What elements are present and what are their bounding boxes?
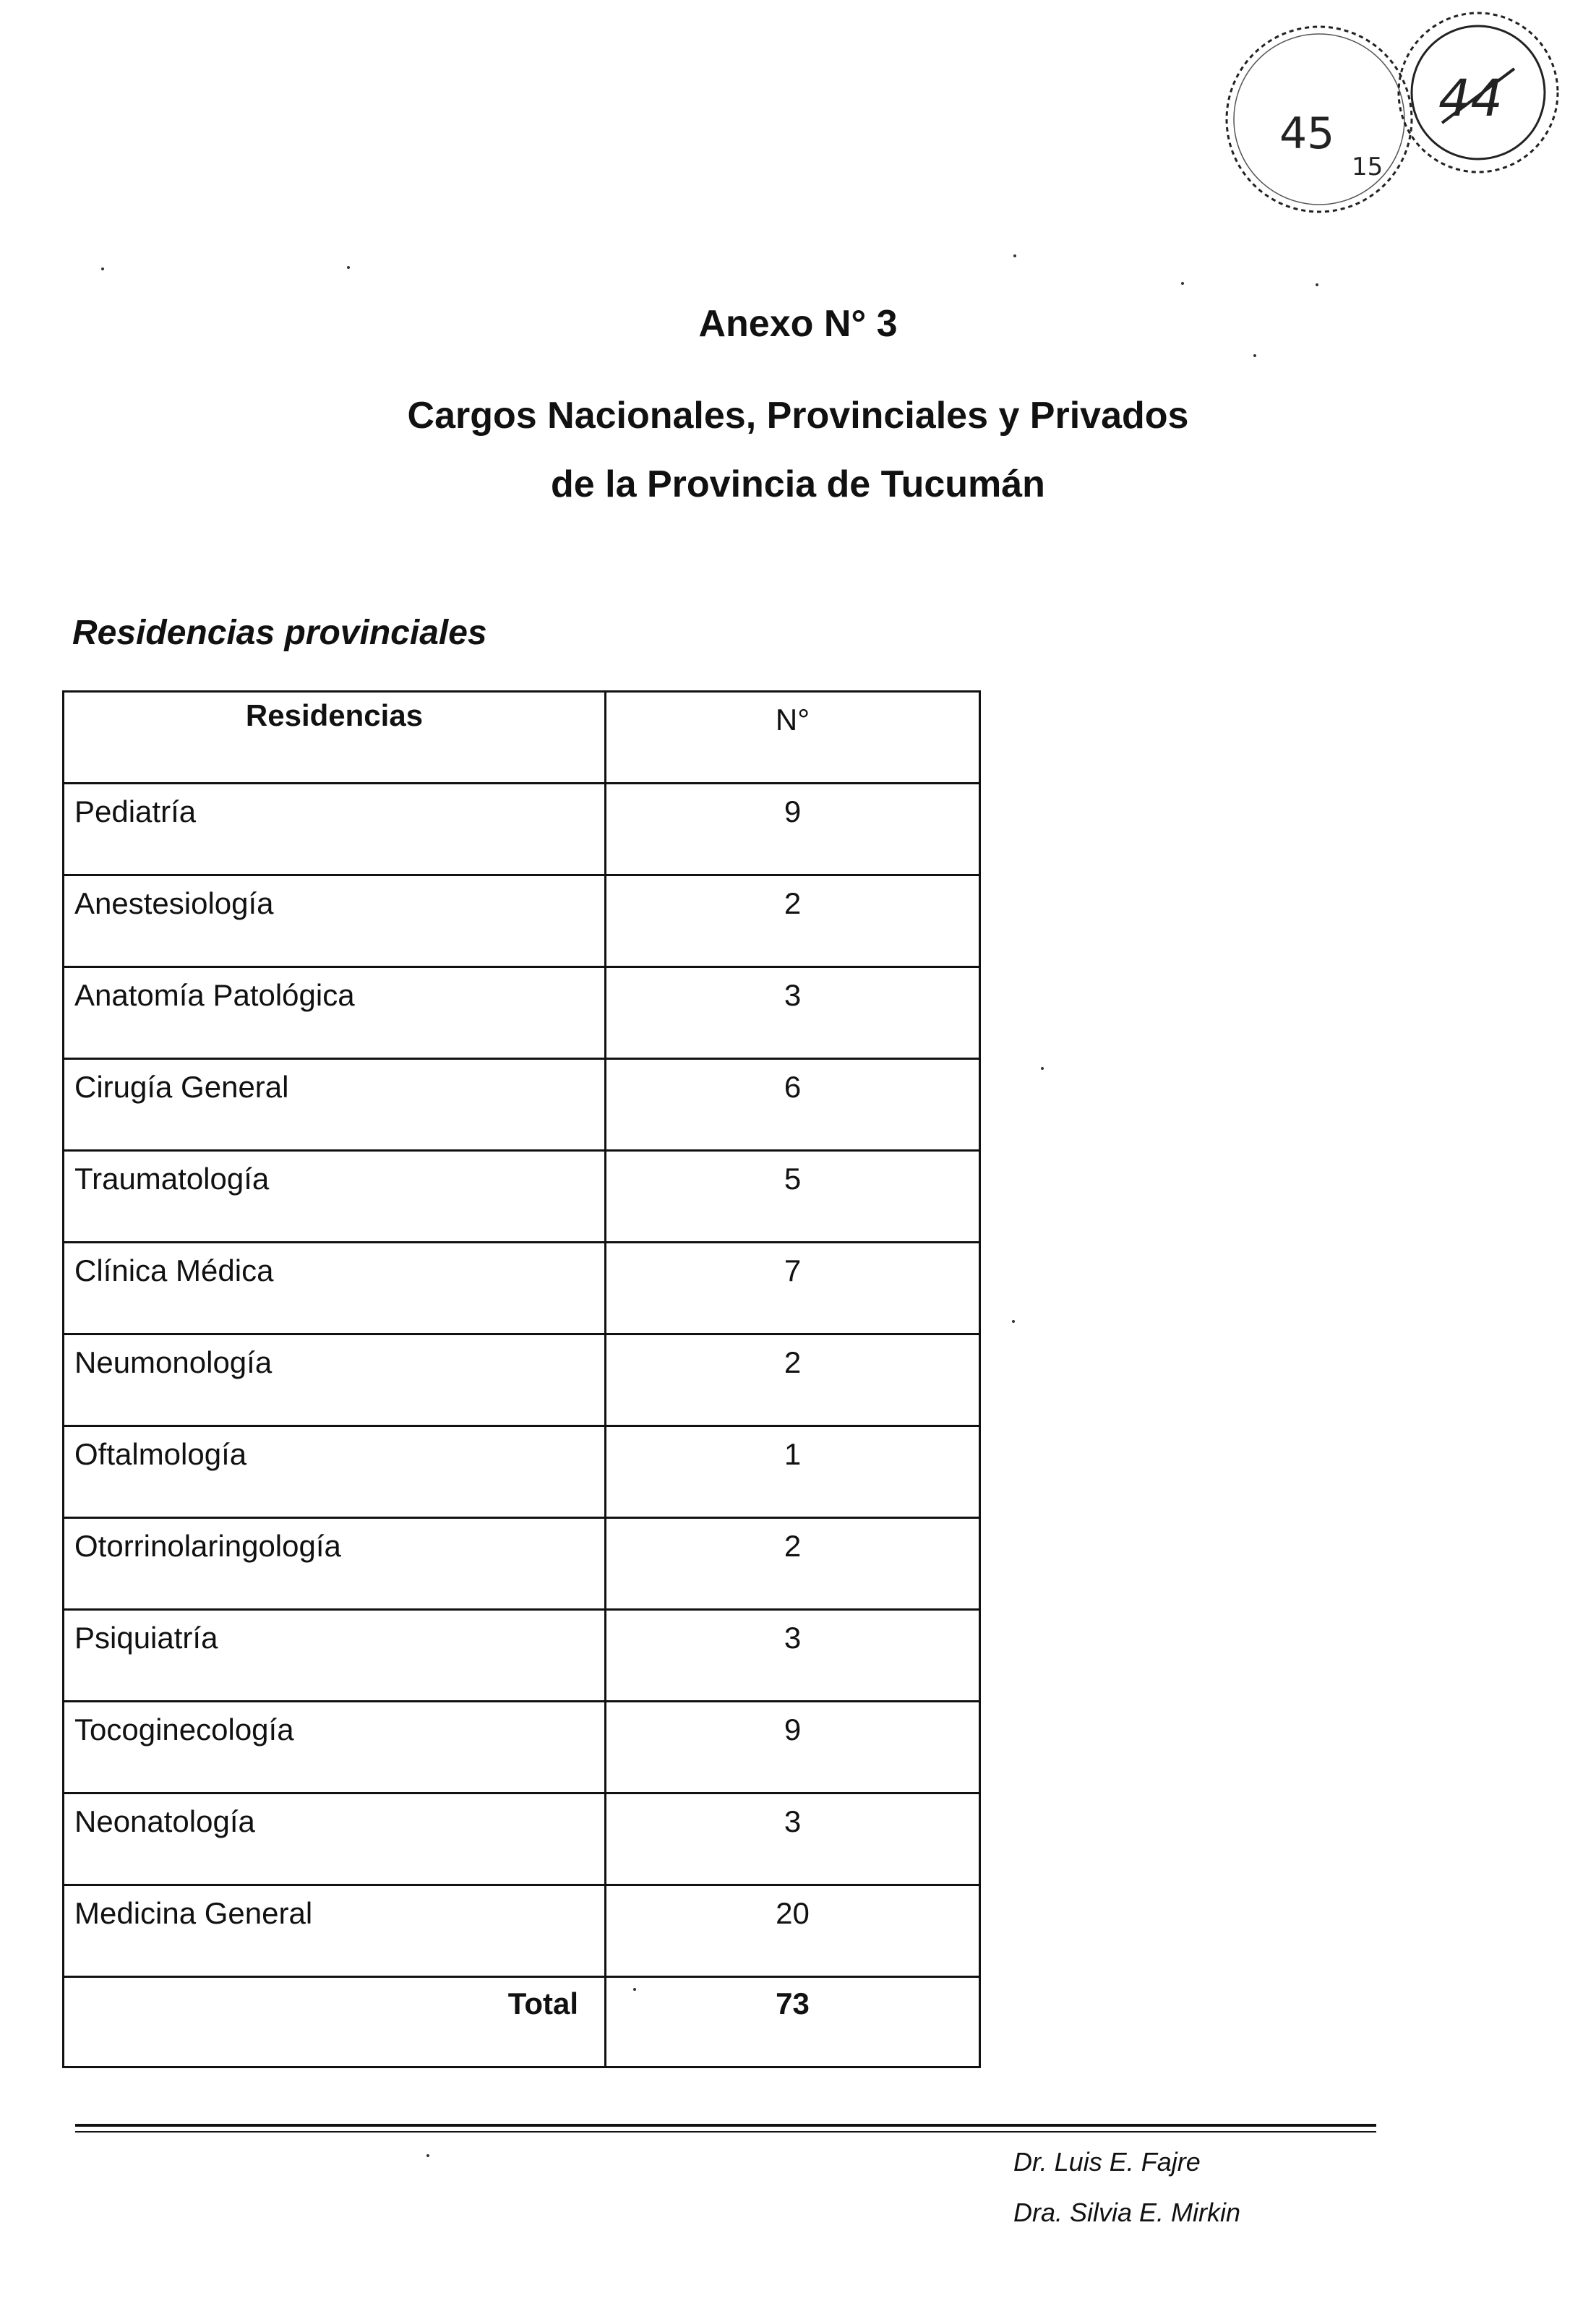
- table-row: [64, 1151, 980, 1243]
- residency-count: 20: [606, 1885, 980, 1977]
- residency-name: Traumatología: [64, 1151, 606, 1243]
- table-row: [64, 1885, 980, 1977]
- residency-count: 1: [606, 1426, 980, 1518]
- table-row: [64, 1702, 980, 1793]
- residency-name: Psiquiatría: [64, 1610, 606, 1702]
- scan-speck: [1041, 1067, 1044, 1070]
- stamp-handwritten-number: 45: [1279, 108, 1335, 159]
- residency-name: Clínica Médica: [64, 1243, 606, 1334]
- column-header-number: N°: [606, 692, 980, 784]
- residency-count: 9: [606, 784, 980, 875]
- scan-speck: [1181, 282, 1184, 285]
- residency-name: Neumonología: [64, 1334, 606, 1426]
- title-line-1: Cargos Nacionales, Provinciales y Privados: [407, 395, 1189, 437]
- residency-count: 2: [606, 875, 980, 967]
- table-header-row: [64, 692, 980, 784]
- residency-name: Medicina General: [64, 1885, 606, 1977]
- residencies-table: [62, 690, 981, 2068]
- stamp-graphics: [1193, 7, 1596, 224]
- table-row: [64, 1610, 980, 1702]
- table-row: [64, 875, 980, 967]
- table-total-row: [64, 1977, 980, 2067]
- scan-speck: [1012, 1320, 1015, 1323]
- table-row: [64, 1334, 980, 1426]
- residency-count: 9: [606, 1702, 980, 1793]
- table-row: [64, 1793, 980, 1885]
- scan-speck: [633, 1988, 636, 1991]
- scan-speck: [1316, 283, 1318, 286]
- title-line-2: de la Provincia de Tucumán: [551, 463, 1045, 505]
- table-row: [64, 1518, 980, 1610]
- residency-name: Cirugía General: [64, 1059, 606, 1151]
- residency-name: Tocoginecología: [64, 1702, 606, 1793]
- column-header-residencias: Residencias: [64, 692, 606, 784]
- signatory-2: Dra. Silvia E. Mirkin: [1013, 2198, 1241, 2227]
- residency-name: Otorrinolaringología: [64, 1518, 606, 1610]
- signatory-1: Dr. Luis E. Fajre: [1013, 2147, 1201, 2177]
- annex-heading: Anexo N° 3: [698, 303, 898, 345]
- residency-count: 5: [606, 1151, 980, 1243]
- scan-speck: [1253, 354, 1256, 357]
- total-value: 73: [606, 1977, 980, 2067]
- left-stamp: [1227, 27, 1412, 212]
- residency-count: 6: [606, 1059, 980, 1151]
- scan-speck: [347, 266, 350, 269]
- residency-name: Anestesiología: [64, 875, 606, 967]
- residency-name: Neonatología: [64, 1793, 606, 1885]
- table-row: [64, 784, 980, 875]
- footer-rule-thin: [75, 2131, 1376, 2133]
- table-row: [64, 1059, 980, 1151]
- residency-count: 3: [606, 1793, 980, 1885]
- residency-count: 7: [606, 1243, 980, 1334]
- section-title: Residencias provinciales: [72, 614, 487, 652]
- stamps: [1193, 7, 1596, 224]
- total-label: Total: [64, 1977, 606, 2067]
- scan-speck: [426, 2154, 429, 2157]
- residency-count: 3: [606, 967, 980, 1059]
- stamp-handwritten-number: 44: [1438, 69, 1503, 128]
- residency-name: Anatomía Patológica: [64, 967, 606, 1059]
- stamp-folio-number: 15: [1352, 153, 1383, 181]
- scan-speck: [1013, 254, 1016, 257]
- scan-speck: [101, 267, 104, 270]
- residency-count: 2: [606, 1518, 980, 1610]
- footer-rule: [75, 2124, 1376, 2127]
- table-row: [64, 1243, 980, 1334]
- table-row: [64, 1426, 980, 1518]
- right-stamp: [1399, 13, 1558, 172]
- residency-name: Pediatría: [64, 784, 606, 875]
- residency-name: Oftalmología: [64, 1426, 606, 1518]
- table-row: [64, 967, 980, 1059]
- residency-count: 2: [606, 1334, 980, 1426]
- residency-count: 3: [606, 1610, 980, 1702]
